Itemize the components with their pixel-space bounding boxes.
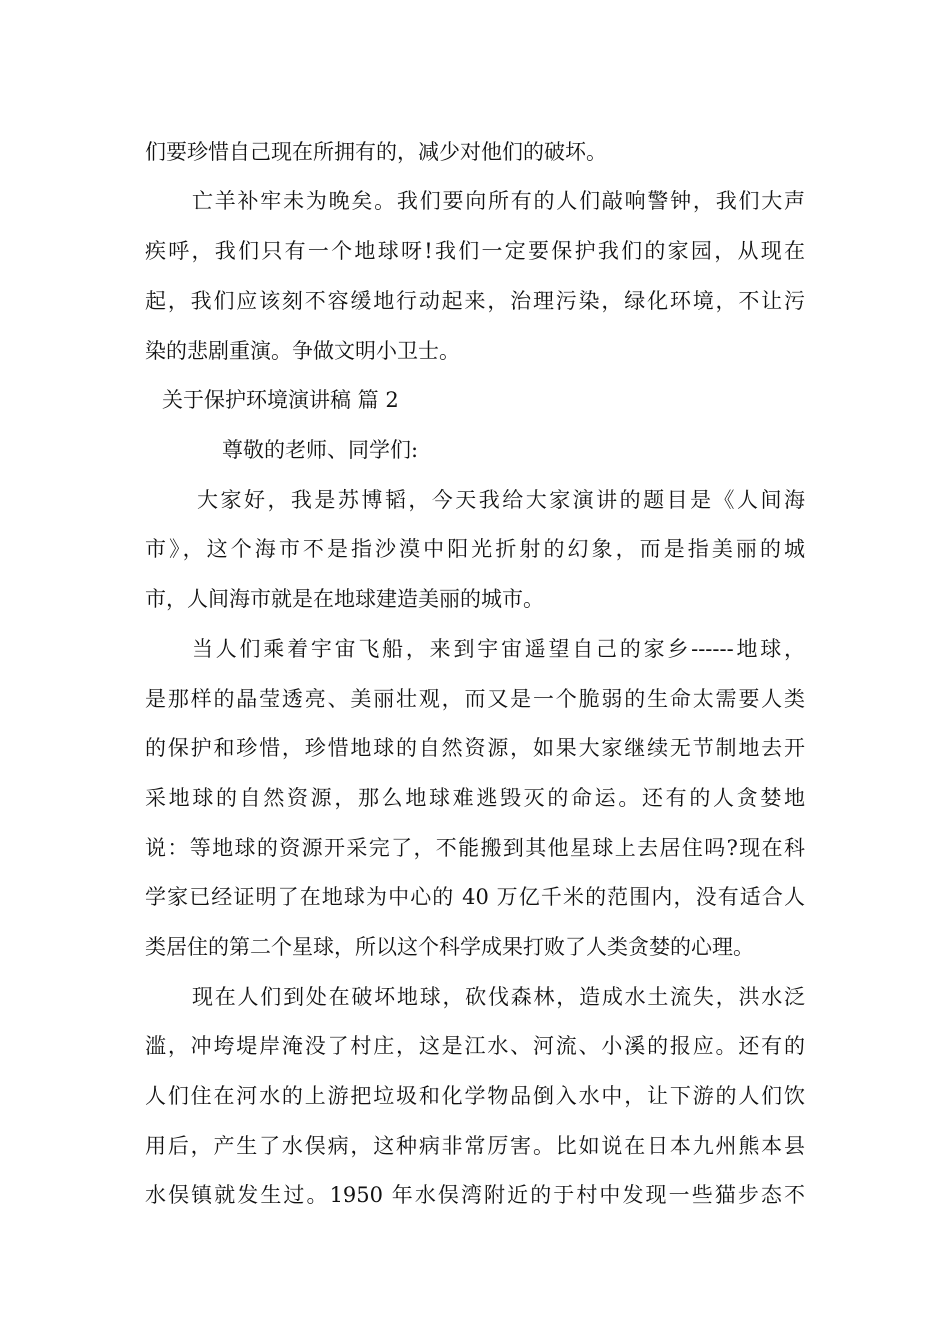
text-line: 市》，这个海市不是指沙漠中阳光折射的幻象，而是指美丽的城 bbox=[145, 537, 805, 561]
text-line: 当人们乘着宇宙飞船，来到宇宙遥望自己的家乡------地球， bbox=[192, 637, 805, 661]
text-line: 亡羊补牢未为晚矣。我们要向所有的人们敲响警钟，我们大声 bbox=[192, 189, 805, 213]
text-line: 们要珍惜自己现在所拥有的，减少对他们的破坏。 bbox=[145, 140, 607, 164]
text-line: 大家好，我是苏博韬，今天我给大家演讲的题目是《人间海 bbox=[197, 488, 805, 512]
text-line: 学家已经证明了在地球为中心的 40 万亿千米的范围内，没有适合人 bbox=[145, 885, 805, 909]
text-line: 用后，产生了水俣病，这种病非常厉害。比如说在日本九州熊本县 bbox=[145, 1134, 805, 1158]
text-line: 滥，冲垮堤岸淹没了村庄，这是江水、河流、小溪的报应。还有的 bbox=[145, 1034, 805, 1058]
section-heading: 关于保护环境演讲稿 篇 2 bbox=[162, 388, 399, 412]
text-line: 市，人间海市就是在地球建造美丽的城市。 bbox=[145, 587, 544, 611]
text-line: 人们住在河水的上游把垃圾和化学物品倒入水中，让下游的人们饮 bbox=[145, 1084, 805, 1108]
text-line: 疾呼，我们只有一个地球呀!我们一定要保护我们的家园，从现在 bbox=[145, 239, 805, 263]
text-line: 说：等地球的资源开采完了，不能搬到其他星球上去居住吗?现在科 bbox=[145, 836, 805, 860]
text-line: 的保护和珍惜，珍惜地球的自然资源，如果大家继续无节制地去开 bbox=[145, 736, 805, 760]
text-line: 采地球的自然资源，那么地球难逃毁灭的命运。还有的人贪婪地 bbox=[145, 786, 805, 810]
salutation: 尊敬的老师、同学们: bbox=[222, 438, 419, 462]
text-line: 类居住的第二个星球，所以这个科学成果打败了人类贪婪的心理。 bbox=[145, 935, 754, 959]
text-line: 是那样的晶莹透亮、美丽壮观，而又是一个脆弱的生命太需要人类 bbox=[145, 687, 805, 711]
text-line: 染的悲剧重演。争做文明小卫士。 bbox=[145, 339, 460, 363]
text-line: 现在人们到处在破坏地球，砍伐森林，造成水土流失，洪水泛 bbox=[192, 985, 805, 1009]
text-line: 水俣镇就发生过。1950 年水俣湾附近的于村中发现一些猫步态不 bbox=[145, 1183, 805, 1207]
text-line: 起，我们应该刻不容缓地行动起来，治理污染，绿化环境，不让污 bbox=[145, 289, 805, 313]
